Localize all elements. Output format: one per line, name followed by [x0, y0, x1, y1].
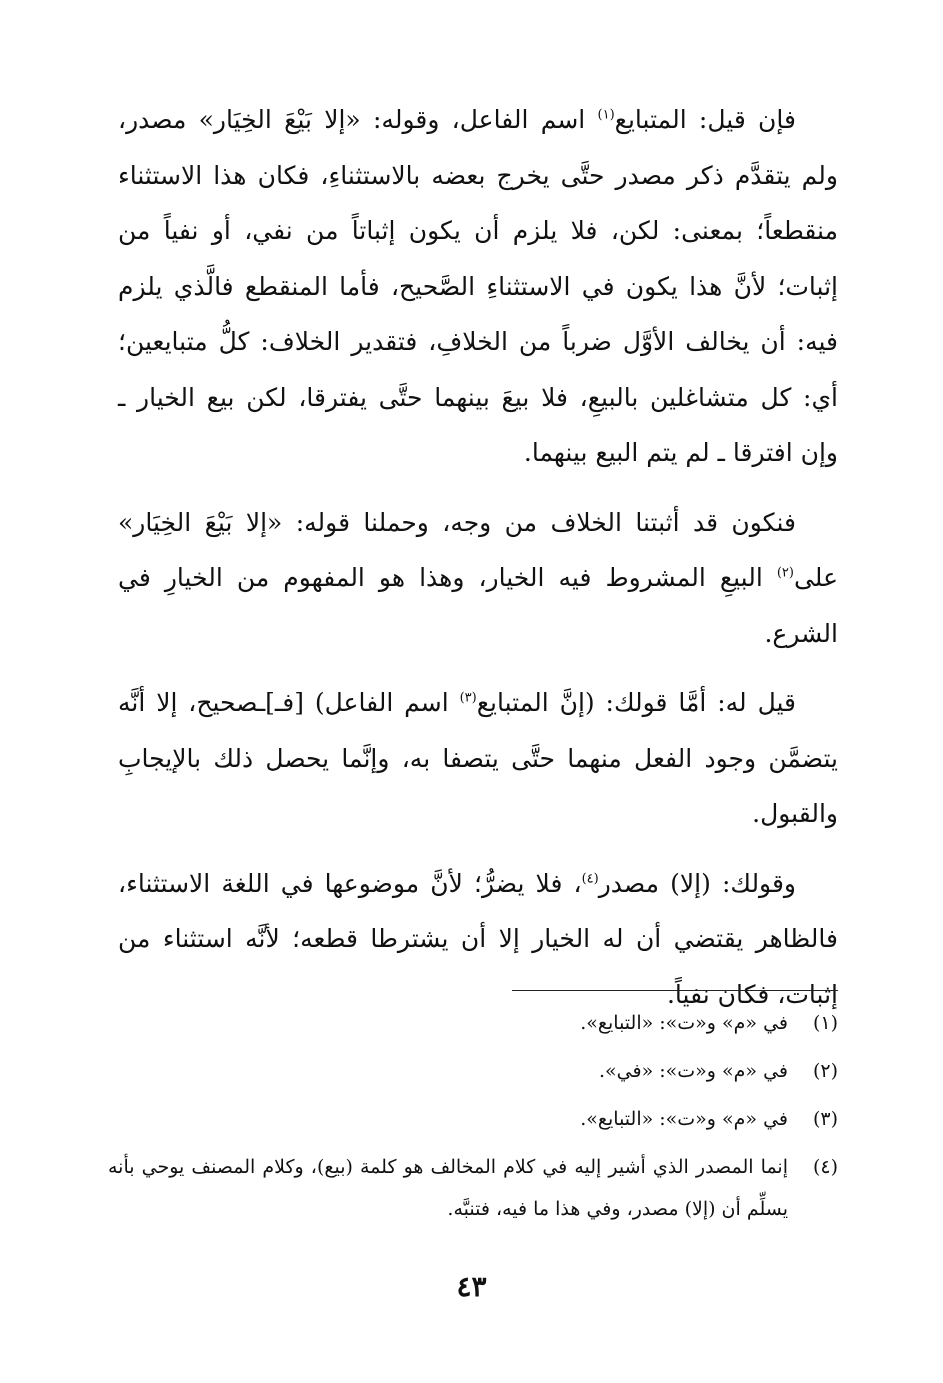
footnote-text: في «م» و«ت»: «التبايع».: [580, 1012, 788, 1034]
paragraph-3: [118, 675, 838, 842]
paragraph-4: [118, 856, 838, 1023]
main-text: [118, 92, 838, 1022]
paragraph-text: فإن قيل: المتبايع: [614, 105, 796, 134]
footnote-4: [108, 1146, 838, 1230]
footnote-3: [108, 1098, 838, 1140]
paragraph-text: وقولك: (إلا) مصدر: [598, 868, 796, 898]
footnote-number: (٤): [812, 1156, 838, 1178]
paragraph-text: اسم الفاعل، وقوله: «إلا بَيْعَ الخِيَار» مصدر، ولم يتقدَّم ذكر مصدر حتَّى يخرج بعضه بالاستثناءِ، فكان هذا الاستثناء منقطعاً؛ بمعنى: لكن، فلا يلزم أن يكون إثباتاً من نفي، أو نفياً من إثبات؛ لأنَّ هذا يكون في الاستثناءِ الصَّحيح، فأما المنقطع فالَّذي يلزم فيه: أن يخالف الأوَّل ضرباً من الخلافِ، فتقدير الخلاف: كلُّ متبايعين؛ أي: كل متشاغلين بالبيعِ، فلا بيعَ بينهما حتَّى يفترقا، لكن بيع الخيار ـ وإن افترقا ـ لم يتم البيع بينهما.: [118, 105, 838, 467]
footnote-ref-3: (٣): [459, 690, 477, 706]
paragraph-2: [118, 495, 838, 662]
footnote-text: في «م» و«ت»: «في».: [599, 1060, 788, 1082]
footnote-ref-1: (١): [597, 107, 615, 123]
footnote-number: (٣): [812, 1108, 838, 1130]
paragraph-1: [118, 92, 838, 481]
footnotes: [108, 1002, 838, 1236]
footnote-text: في «م» و«ت»: «التبايع».: [580, 1108, 788, 1130]
footnote-separator: [512, 990, 838, 991]
footnote-ref-4: (٤): [581, 871, 599, 887]
paragraph-text: البيعِ المشروط فيه الخيار، وهذا هو المفهوم من الخيارِ في الشرع.: [118, 563, 838, 648]
footnote-ref-2: (٢): [776, 565, 794, 581]
footnote-2: [108, 1050, 838, 1092]
paragraph-text: ، فلا يضرُّ؛ لأنَّ موضوعها في اللغة الاستثناء، فالظاهر يقتضي أن له الخيار إلا أن يشترطا قطعه؛ لأنَّه استثناء من إثبات، فكان نفياً.: [118, 868, 838, 1009]
paragraph-text: قيل له: أمَّا قولك: (إنَّ المتبايع: [476, 688, 796, 717]
footnote-1: [108, 1002, 838, 1044]
footnote-number: (١): [812, 1012, 838, 1034]
paragraph-text: فنكون قد أثبتنا الخلاف من وجه، وحملنا قوله: «إلا بَيْعَ الخِيَار» على: [118, 507, 838, 592]
page-number: ٤٣: [456, 1270, 487, 1303]
footnote-number: (٢): [812, 1060, 838, 1082]
footnote-text: إنما المصدر الذي أشير إليه في كلام المخالف هو كلمة (بيع)، وكلام المصنف يوحي بأنه يسلِّم أن (إلا) مصدر، وفي هذا ما فيه، فتنبَّه.: [108, 1156, 788, 1220]
page-body: [118, 92, 838, 1036]
paragraph-text: اسم الفاعل) [فـ]ـصحيح، إلا أنَّه يتضمَّن وجود الفعل منهما حتَّى يتصفا به، وإنَّما يحصل ذلك بالإيجابِ والقبول.: [118, 688, 838, 828]
